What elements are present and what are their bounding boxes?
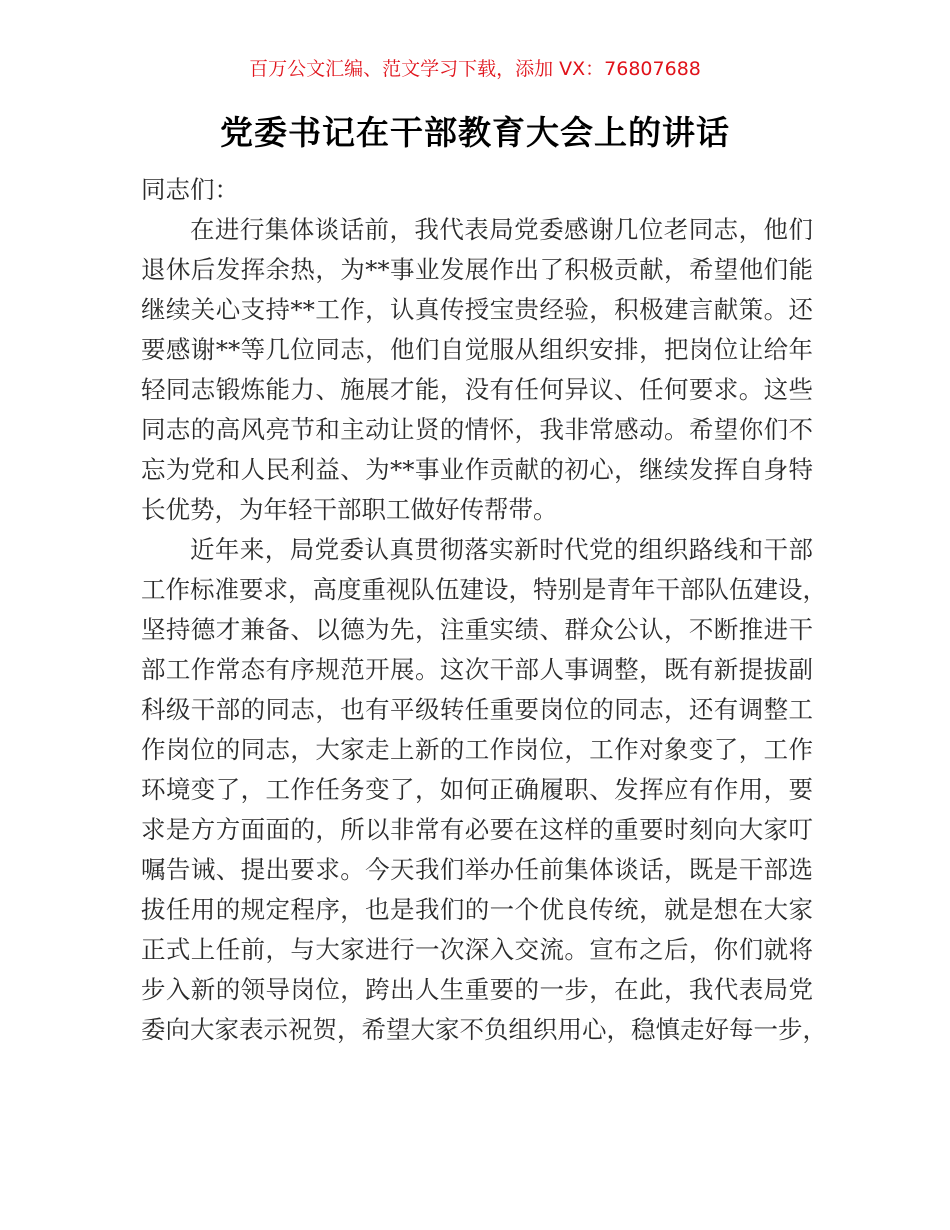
text-line: 继续关心支持**工作，认真传授宝贵经验，积极建言献策。还 xyxy=(141,295,813,324)
text-line: 同志的高风亮节和主动让贤的情怀，我非常感动。希望你们不 xyxy=(141,415,813,444)
text-line: 委向大家表示祝贺，希望大家不负组织用心，稳慎走好每一步， xyxy=(141,1015,827,1044)
text-line: 部工作常态有序规范开展。这次干部人事调整，既有新提拔副 xyxy=(141,655,813,684)
text-line: 要感谢**等几位同志，他们自觉服从组织安排，把岗位让给年 xyxy=(141,335,813,364)
paragraph-2 xyxy=(141,530,827,1050)
text-line: 长优势，为年轻干部职工做好传帮带。 xyxy=(141,495,558,524)
text-line: 环境变了，工作任务变了，如何正确履职、发挥应有作用，要 xyxy=(141,775,813,804)
document-body xyxy=(141,170,827,1050)
salutation xyxy=(141,170,813,210)
text-line: 忘为党和人民利益、为**事业作贡献的初心，继续发挥自身特 xyxy=(141,455,813,484)
paragraph-1 xyxy=(141,210,813,530)
text-line: 作岗位的同志，大家走上新的工作岗位，工作对象变了，工作 xyxy=(141,735,813,764)
text-line: 近年来，局党委认真贯彻落实新时代党的组织路线和干部 xyxy=(190,535,813,564)
text-line: 工作标准要求，高度重视队伍建设，特别是青年干部队伍建设， xyxy=(141,575,827,604)
text-line: 正式上任前，与大家进行一次深入交流。宣布之后，你们就将 xyxy=(141,935,813,964)
salutation-line: 同志们： xyxy=(141,175,239,204)
text-line: 退休后发挥余热，为**事业发展作出了积极贡献，希望他们能 xyxy=(141,255,813,284)
text-line: 拔任用的规定程序，也是我们的一个优良传统，就是想在大家 xyxy=(141,895,813,924)
text-line: 坚持德才兼备、以德为先，注重实绩、群众公认，不断推进干 xyxy=(141,615,813,644)
text-line: 在进行集体谈话前，我代表局党委感谢几位老同志，他们 xyxy=(190,215,813,244)
text-line: 科级干部的同志，也有平级转任重要岗位的同志，还有调整工 xyxy=(141,695,813,724)
text-line: 轻同志锻炼能力、施展才能，没有任何异议、任何要求。这些 xyxy=(141,375,813,404)
document-title: 党委书记在干部教育大会上的讲话 xyxy=(220,113,730,152)
text-line: 求是方方面面的，所以非常有必要在这样的重要时刻向大家叮 xyxy=(141,815,813,844)
text-line: 步入新的领导岗位，跨出人生重要的一步，在此，我代表局党 xyxy=(141,975,813,1004)
text-line: 嘱告诫、提出要求。今天我们举办任前集体谈话，既是干部选 xyxy=(141,855,813,884)
watermark-banner: 百万公文汇编、范文学习下载，添加 VX：76807688 xyxy=(249,58,701,80)
